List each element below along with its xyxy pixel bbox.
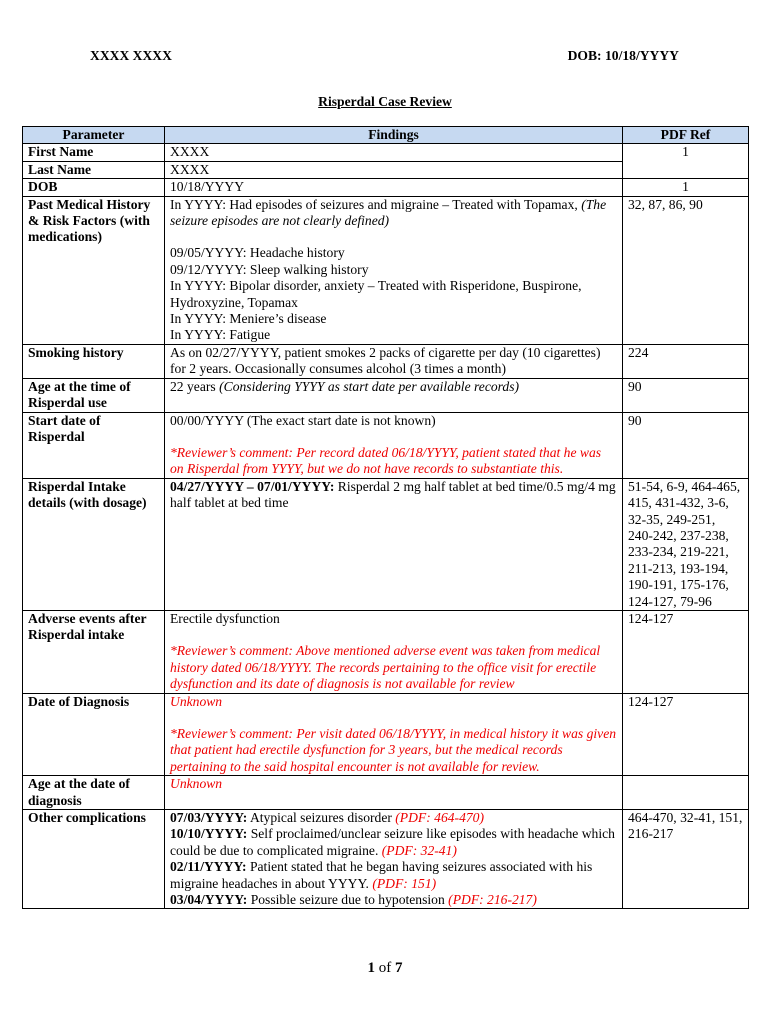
ref-intake: 51-54, 6-9, 464-465, 415, 431-432, 3-6, 32-35, 249-251, 240-242, 237-238, 233-234, 219-221, 211-213, 193-194, 190-191, 175-176, 124-127, 79-96: [623, 478, 749, 610]
finding-age-diagnosis: Unknown: [165, 776, 623, 810]
param-first-name: First Name: [23, 144, 165, 161]
param-adverse: Adverse events after Risperdal intake: [23, 610, 165, 693]
finding-start-date: [165, 412, 623, 478]
table-row: [23, 478, 749, 610]
start-date-value: 00/00/YYYY (The exact start date is not known): [170, 412, 436, 428]
history-item: 09/12/YYYY: Sleep walking history: [170, 261, 369, 277]
reviewer-comment: *Reviewer’s comment: Per visit dated 06/18/YYYY, in medical history it was given that patient had erectile dysfunction for 3 years, but the medical records pertaining to the said hospital encounter is not available for review.: [170, 726, 617, 774]
finding-past-history: [165, 196, 623, 344]
finding-diagnosis: [165, 693, 623, 776]
finding-intake: [165, 478, 623, 610]
table-row: [23, 344, 749, 378]
age-use-value: 22 years: [170, 378, 216, 394]
col-parameter: Parameter: [23, 127, 165, 144]
ref-age-diagnosis: [623, 776, 749, 810]
table-row: [23, 144, 749, 161]
ref-smoking: 224: [623, 344, 749, 378]
finding-other: [165, 810, 623, 909]
complication-entry: 10/10/YYYY: Self proclaimed/unclear seizure like episodes with headache which could be due to complicated migraine. (PDF: 32-41): [170, 826, 615, 858]
patient-dob: DOB: 10/18/YYYY: [567, 48, 679, 63]
finding-last-name: XXXX: [165, 161, 623, 178]
table-row: [23, 776, 749, 810]
history-item: 09/05/YYYY: Headache history: [170, 245, 345, 261]
param-other: Other complications: [23, 810, 165, 909]
ref-other: 464-470, 32-41, 151, 216-217: [623, 810, 749, 909]
patient-name: XXXX XXXX: [90, 48, 172, 63]
table-row: [23, 693, 749, 776]
table-row: [23, 196, 749, 344]
ref-diagnosis: 124-127: [623, 693, 749, 776]
param-smoking: Smoking history: [23, 344, 165, 378]
adverse-value: Erectile dysfunction: [170, 610, 280, 626]
col-findings: Findings: [165, 127, 623, 144]
intake-dates: 04/27/YYYY – 07/01/YYYY:: [170, 478, 335, 494]
table-row: [23, 610, 749, 693]
param-last-name: Last Name: [23, 161, 165, 178]
complication-entry: 02/11/YYYY: Patient stated that he began having seizures associated with his migraine headaches in about YYYY. (PDF: 151): [170, 859, 593, 891]
param-intake: Risperdal Intake details (with dosage): [23, 478, 165, 610]
history-item: In YYYY: Fatigue: [170, 327, 271, 343]
page-number: 1 of 7: [367, 960, 403, 976]
param-diagnosis: Date of Diagnosis: [23, 693, 165, 776]
history-item: In YYYY: Meniere’s disease: [170, 311, 327, 327]
col-pdf-ref: PDF Ref: [623, 127, 749, 144]
param-age-use: Age at the time of Risperdal use: [23, 378, 165, 412]
param-start-date: Start date of Risperdal: [23, 412, 165, 478]
intake-dosage: Risperdal 2 mg half tablet at bed time/0.5 mg/4 mg half tablet at bed time: [170, 478, 616, 511]
reviewer-comment: *Reviewer’s comment: Per record dated 06/18/YYYY, patient stated that he was on Risperdal from YYYY, but we do not have records to substantiate this.: [170, 444, 602, 477]
table-header-row: [23, 127, 749, 144]
age-use-note: (Considering YYYY as start date per available records): [219, 378, 520, 394]
ref-age-use: 90: [623, 378, 749, 412]
ref-adverse: 124-127: [623, 610, 749, 693]
complication-entry: 07/03/YYYY: Atypical seizures disorder (PDF: 464-470): [170, 810, 484, 826]
table-row: [23, 810, 749, 909]
history-line: In YYYY: Had episodes of seizures and migraine – Treated with Topamax,: [170, 196, 578, 212]
param-past-history: Past Medical History & Risk Factors (with medications): [23, 196, 165, 344]
finding-first-name: XXXX: [165, 144, 623, 161]
case-review-table: [22, 126, 749, 909]
ref-past-history: 32, 87, 86, 90: [623, 196, 749, 344]
complication-entry: 03/04/YYYY: Possible seizure due to hypotension (PDF: 216-217): [170, 892, 537, 908]
history-item: In YYYY: Bipolar disorder, anxiety – Treated with Risperidone, Buspirone, Hydroxyzine, Topamax: [170, 278, 582, 310]
ref-start-date: 90: [623, 412, 749, 478]
history-note: (The seizure episodes are not clearly defined): [170, 196, 607, 229]
ref-first-name: 1: [623, 144, 749, 179]
param-dob: DOB: [23, 179, 165, 196]
finding-adverse: [165, 610, 623, 693]
finding-dob: 10/18/YYYY: [165, 179, 623, 196]
param-age-diagnosis: Age at the date of diagnosis: [23, 776, 165, 810]
ref-dob: 1: [623, 179, 749, 196]
reviewer-comment: *Reviewer’s comment: Above mentioned adverse event was taken from medical history dated 06/18/YYYY. The records pertaining to the office visit for erectile dysfunction and its date of diagnosis is not available for review: [170, 643, 601, 692]
table-row: [23, 378, 749, 412]
table-row: [23, 179, 749, 196]
finding-smoking: As on 02/27/YYYY, patient smokes 2 packs of cigarette per day (10 cigarettes) for 2 years. Occasionally consumes alcohol (3 times a month): [165, 344, 623, 378]
finding-age-use: [165, 378, 623, 412]
document-title: Risperdal Case Review: [318, 94, 452, 109]
diagnosis-value: Unknown: [170, 693, 223, 709]
table-row: [23, 412, 749, 478]
